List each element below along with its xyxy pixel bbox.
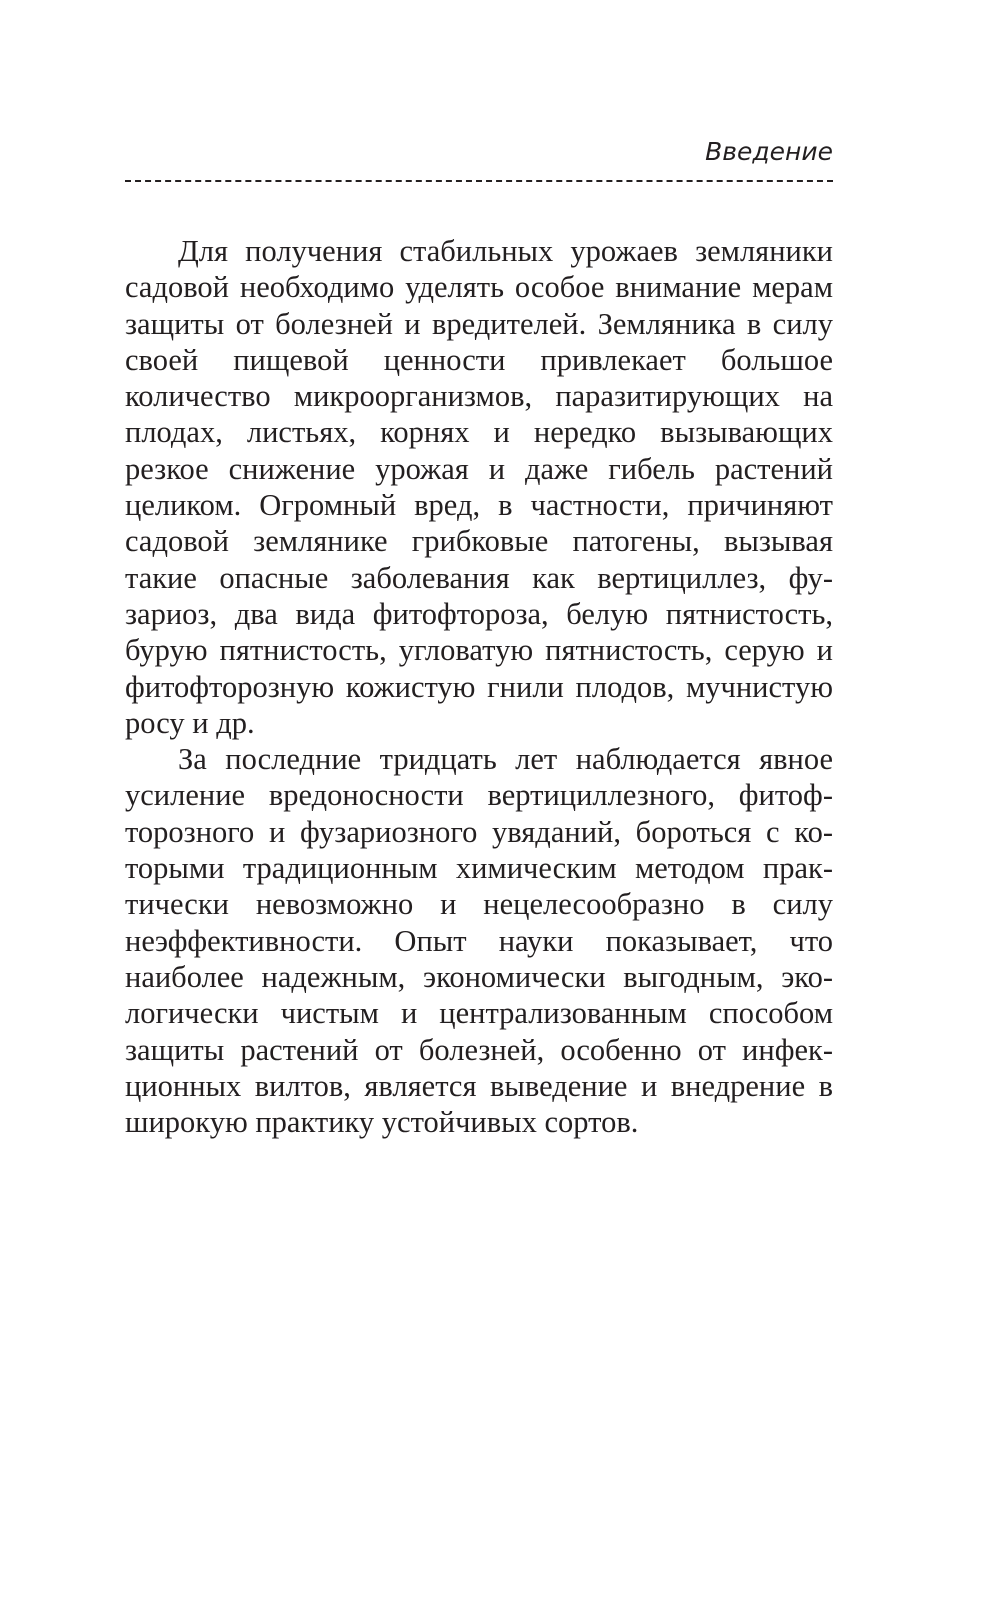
header-dashed-rule xyxy=(125,180,833,182)
paragraph-1: Для получения стабильных урожаев земляники садовой необходимо уделять особое внимание мерам защиты от болезней и вредителей. Земляника в силу своей пищевой ценности привлекает большое количество микроорганизмов, паразитирующих на плодах, листьях, корнях и нередко вызывающих резкое снижение урожая и даже гибель растений целиком. Огромный вред, в частности, причиняют садовой землянике грибковые патогены, вызывая такие опасные заболевания как вертициллез, фузариоз, два вида фитофтороза, белую пятнистость, бурую пятнистость, угловатую пятнистость, серую и фитофторозную кожистую гнили плодов, мучнистую росу и др. xyxy=(125,234,833,740)
body-text xyxy=(125,233,833,1140)
paragraph-2: За последние тридцать лет наблюдается явное усиление вредоносности вертициллезного, фитофторозного и фузариозного увяданий, бороться с которыми традиционным химическим методом практически невозможно и нецелесообразно в силу неэффективности. Опыт науки показывает, что наиболее надежным, экономически выгодным, экологически чистым и централизованным способом защиты растений от болезней, особенно от инфекционных вилтов, является выведение и внедрение в широкую практику устойчивых сортов. xyxy=(125,742,833,1140)
running-head-title: Введение xyxy=(705,137,833,166)
